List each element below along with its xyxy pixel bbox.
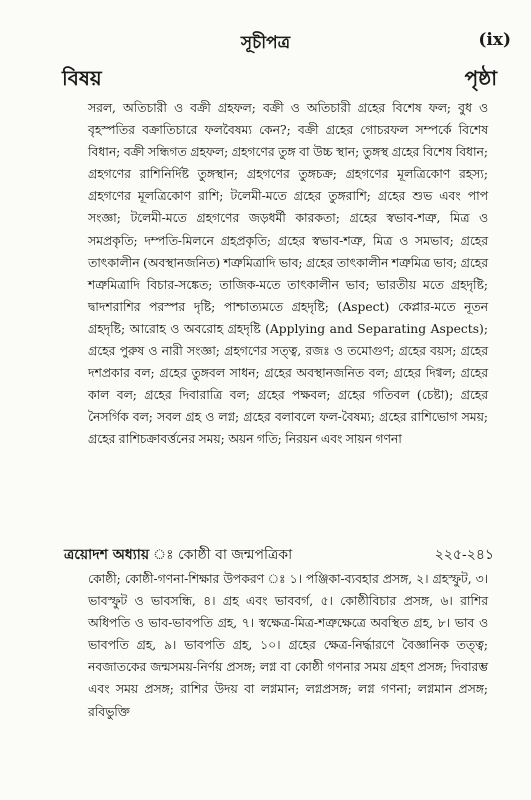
column-heading-page: পৃষ্ঠা (464, 66, 497, 90)
running-title: সূচীপত্র (240, 33, 291, 53)
chapter-separator: ঃ (149, 547, 178, 563)
column-heading-subject: বিষয় (62, 66, 102, 90)
chapter-name: ত্রয়োদশ অধ্যায় (64, 547, 150, 563)
chapter-entries: কোষ্ঠী; কোষ্ঠী-গণনা-শিক্ষার উপকরণ ঃ ১। পঞ্জিকা-ব্যবহার প্রসঙ্গ, ২। গ্রহস্ফুট, ৩। ভাবস্ফুট ও ভাবসন্ধি, ৪। গ্রহ এবং ভাববর্গ, ৫। কোষ্ঠীবিচার প্রসঙ্গ, ৬। রাশির অধিপতি ও ভাব-ভাবপতি গ্রহ, ৭। স্বক্ষেত্র-মিত্র-শত্রুক্ষেত্রে অবস্থিত গ্রহ, ৮। ভাব ও ভাবপতি গ্রহ, ৯। ভাবপতি গ্রহ, ১০। গ্রহের ক্ষেত্র-নির্দ্ধারণে বৈজ্ঞানিক তত্ত্ব; নবজাতকের জন্মসময়-নির্ণয় প্রসঙ্গ; লগ্ন বা কোষ্ঠী গণনার সময় গ্রহণ প্রসঙ্গ; দিবারম্ভ এবং সময় প্রসঙ্গ; রাশির উদয় বা লগ্নমান; লগ্নপ্রসঙ্গ; লগ্ন গণনা; লগ্নমান প্রসঙ্গ; রবিভুক্তি (88, 572, 488, 719)
chapter-page-range: ২২৫-২৪১ (434, 547, 494, 563)
page-number: (ix) (478, 30, 511, 50)
chapter-title (64, 543, 292, 567)
chapter-subtitle: কোষ্ঠী বা জন্মপত্রিকা (177, 547, 293, 563)
chapter-heading (64, 543, 494, 567)
toc-entry-continued: সরল, অতিচারী ও বক্রী গ্রহফল; বক্রী ও অতিচারী গ্রহের বিশেষ ফল; বুধ ও বৃহস্পতির বক্রাতিচারে ফলবৈষম্য কেন?; বক্রী গ্রহের গোচরফল সম্পর্কে বিশেষ বিধান; বক্রী সন্ধিগত গ্রহফল; গ্রহগণের তুঙ্গ বা উচ্চ স্থান; তুঙ্গস্থ গ্রহের বিশেষ বিধান; গ্রহগণের রাশিনির্দিষ্ট তুঙ্গস্থান; গ্রহগণের তুঙ্গচক্র; গ্রহগণের মূলত্রিকোণ রহস্য; গ্রহগণের মূলত্রিকোণ রাশি; টলেমী-মতে গ্রহের তুঙ্গরাশি; গ্রহের শুভ এবং পাপ সংজ্ঞা; টলেমী-মতে গ্রহগণের জড়ধর্মী কারকতা; গ্রহের স্বভাব-শত্রু, মিত্র ও সমপ্রকৃতি; দম্পতি-মিলনে গ্রহপ্রকৃতি; গ্রহের স্বভাব-শত্রু, মিত্র ও সমভাব; গ্রহের তাৎকালীন (অবস্থানজনিত) শত্রুমিত্রাদি ভাব; গ্রহের তাৎকালীন শত্রুমিত্র ভাব; গ্রহের শত্রুমিত্রাদি বিচার-সঙ্কেত; তাজিক-মতে তাৎকালীন ভাব; ভারতীয় মতে গ্রহদৃষ্টি; দ্বাদশরাশির পরস্পর দৃষ্টি; পাশ্চাত্যমতে গ্রহদৃষ্টি; (Aspect) কেপ্লার-মতে নূতন গ্রহদৃষ্টি; আরোহ ও অবরোহ গ্রহদৃষ্টি (Applying and Separating Aspects); গ্রহের পুরুষ ও নারী সংজ্ঞা; গ্রহগণের সত্ত্ব, রজঃ ও তমোগুণ; গ্রহের বয়স; গ্রহের দশপ্রকার বল; গ্রহের তুঙ্গবল সাধন; গ্রহের অবস্থানজনিত বল; গ্রহের দিগ্বল; গ্রহের কাল বল; গ্রহের দিবারাত্রি বল; গ্রহের পক্ষবল; গ্রহের গতিবল (চেষ্টা); গ্রহের নৈসর্গিক বল; সবল গ্রহ ও লগ্ন; গ্রহের বলাবলে ফল-বৈষম্য; গ্রহের রাশিভোগ সময়; গ্রহের রাশিচক্রাবর্ত্তনের সময়; অয়ন গতি; নিরয়ন এবং সায়ন গণনা (88, 101, 488, 447)
